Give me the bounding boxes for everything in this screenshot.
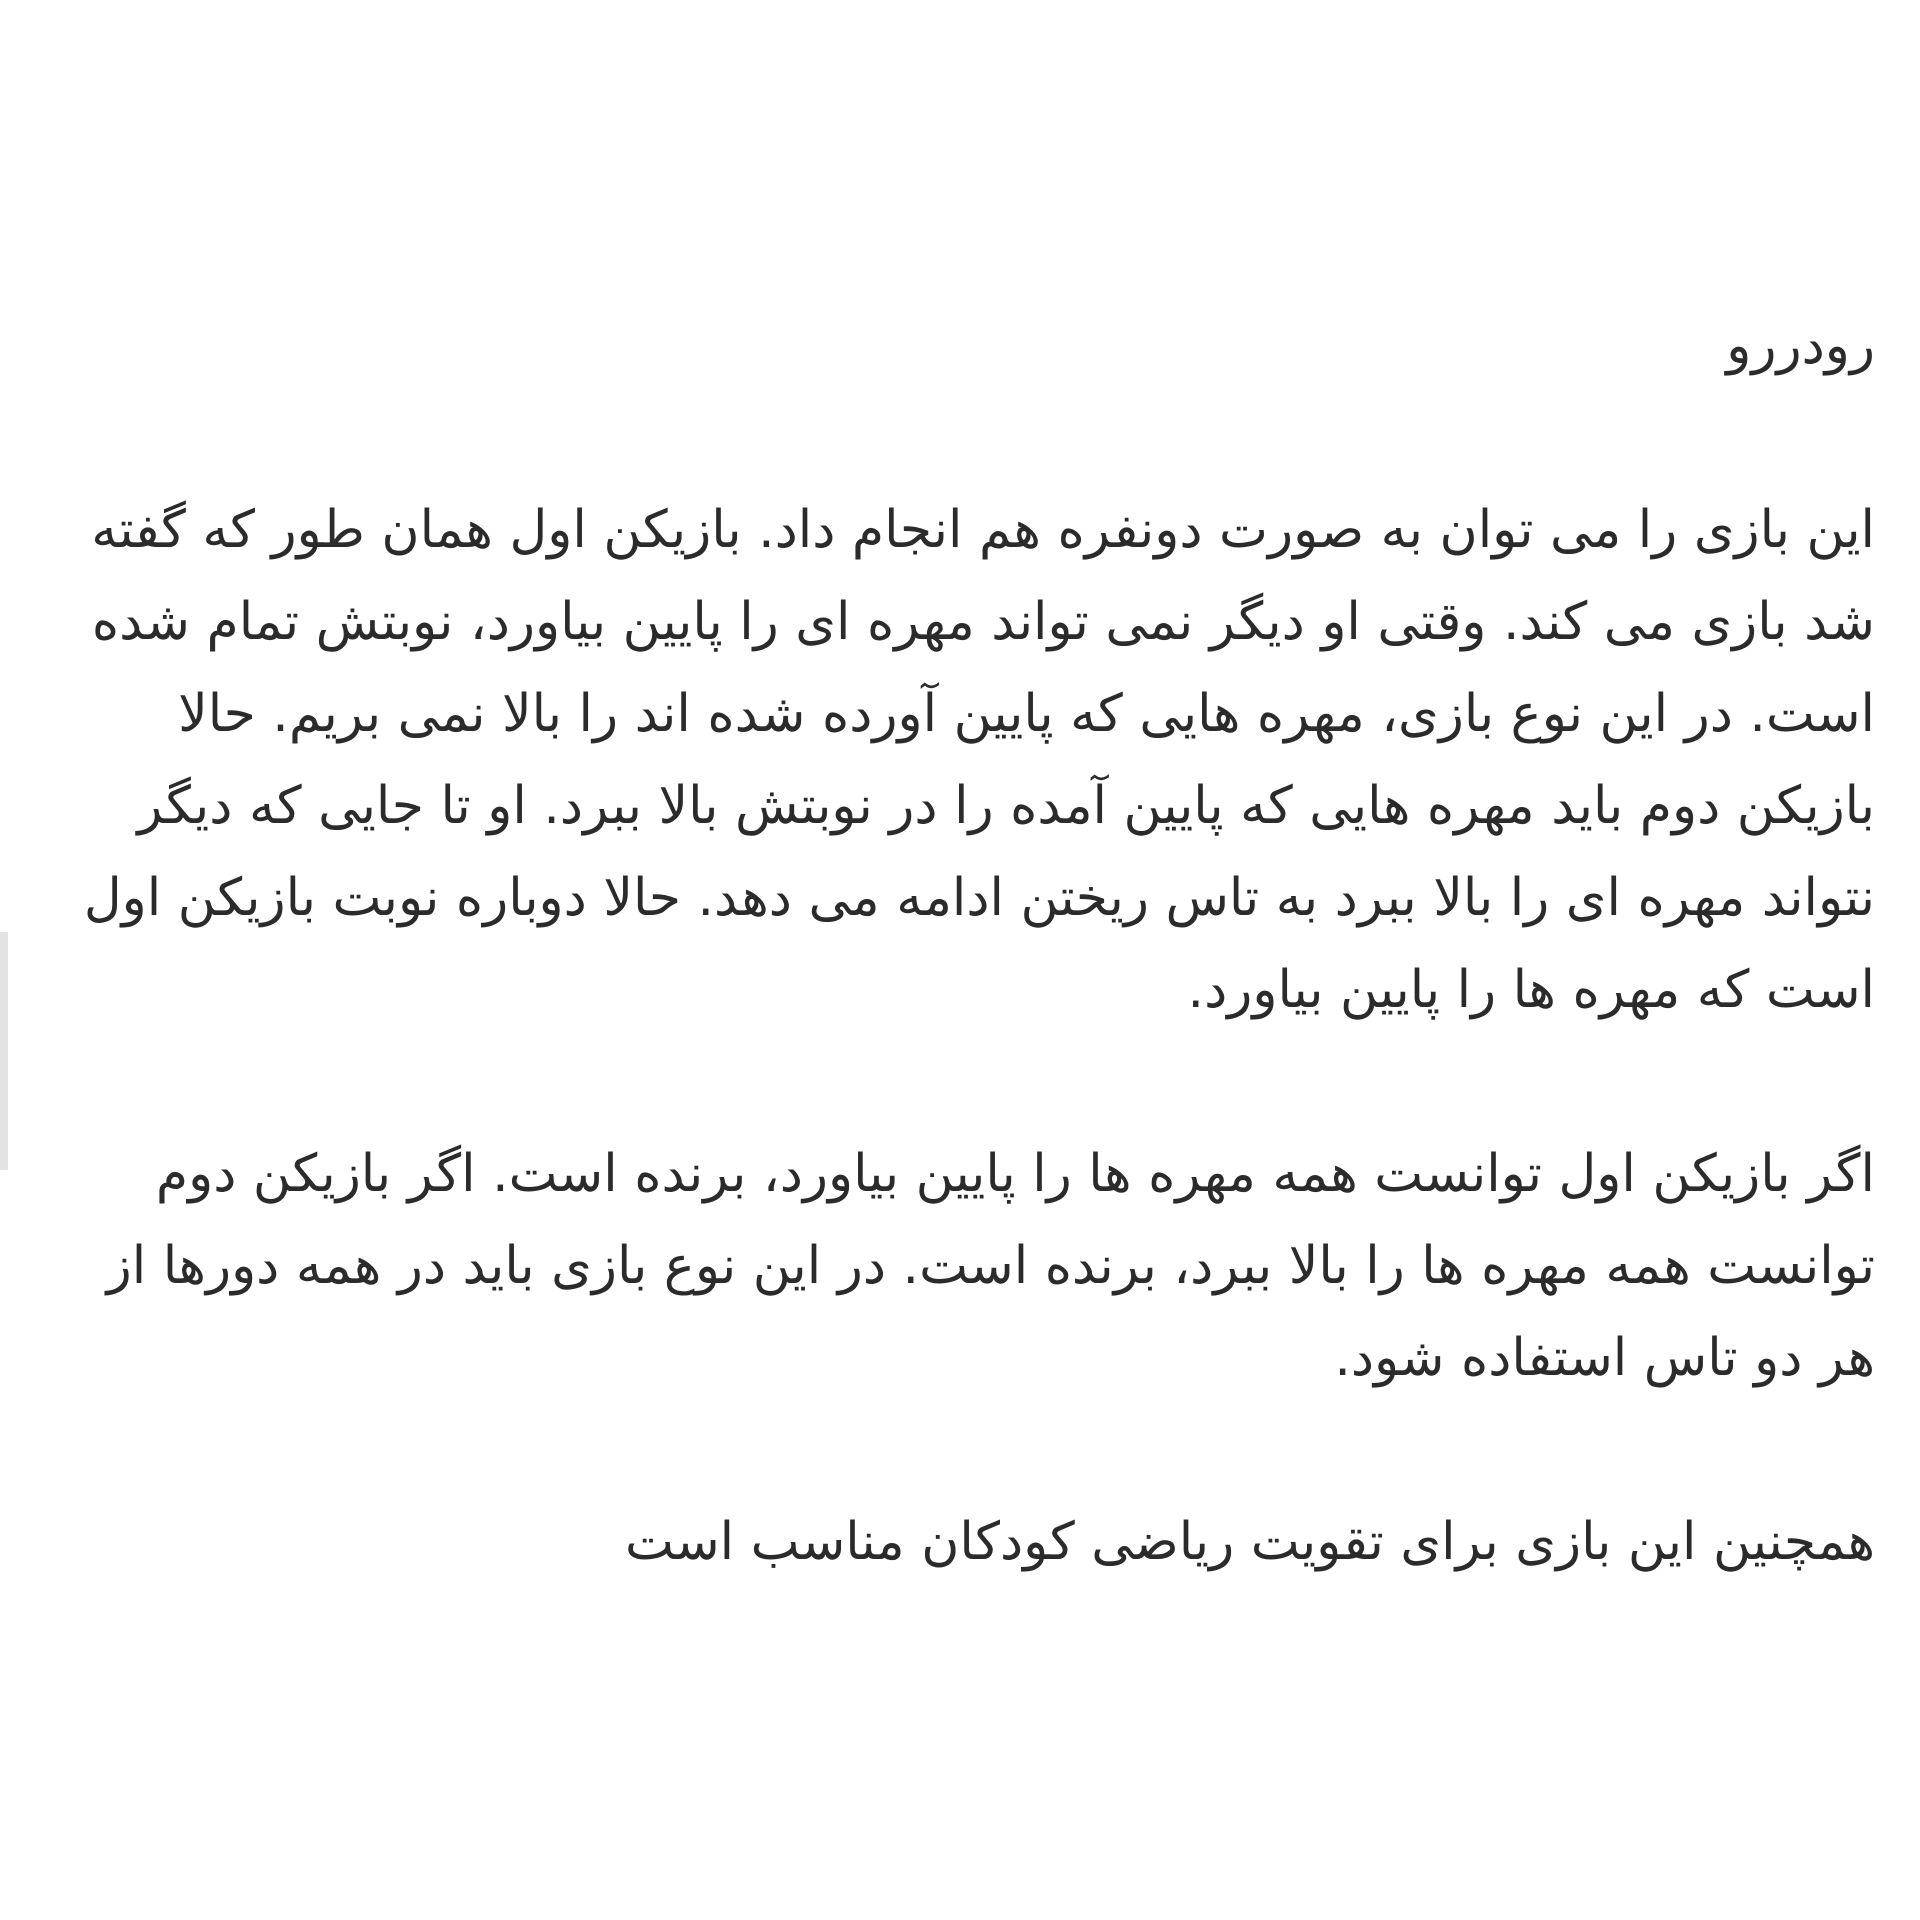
article-title: رودررو bbox=[1726, 316, 1875, 376]
paragraph-winning-conditions: اگر بازیکن اول توانست همه مهره ها را پایین بیاورد، برنده است. اگر بازیکن دوم توانست همه مهره ها را بالا ببرد، برنده است. در این نوع بازی باید در همه دورها از هر دو تاس استفاده شود. bbox=[106, 1144, 1875, 1388]
paragraph-math-benefit: همچنین این بازی برای تقویت ریاضی کودکان مناسب است bbox=[625, 1512, 1875, 1572]
paragraph-two-player-rules: این بازی را می توان به صورت دونفره هم انجام داد. بازیکن اول همان طور که گفته شد بازی می کند. وقتی او دیگر نمی تواند مهره ای را پایین بیاورد، نوبتش تمام شده است. در این نوع بازی، مهره هایی که پایین آورده شده اند را بالا نمی بریم. حالا بازیکن دوم باید مهره هایی که پایین آمده را در نوبتش بالا ببرد. او تا جایی که دیگر نتواند مهره ای را بالا ببرد به تاس ریختن ادامه می دهد. حالا دوباره نوبت بازیکن اول است که مهره ها را پایین بیاورد. bbox=[83, 500, 1875, 1020]
article-body bbox=[70, 300, 1875, 1680]
scrollbar[interactable] bbox=[0, 932, 8, 1170]
